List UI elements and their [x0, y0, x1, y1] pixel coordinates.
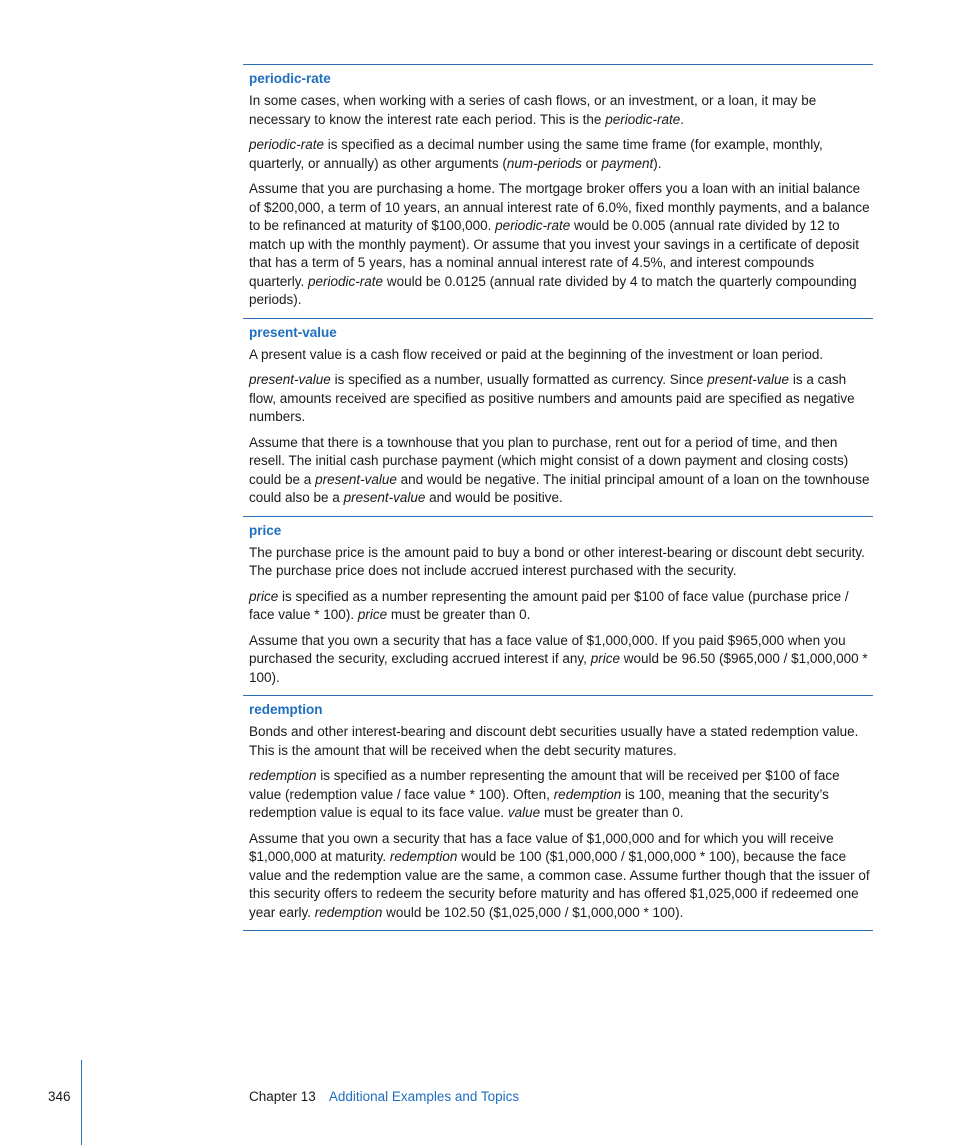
text-run: Bonds and other interest-bearing and discount debt securities usually have a stated redemption value. This is the amount that will be received when the debt security matures. [249, 724, 859, 758]
text-run: must be greater than 0. [387, 607, 531, 622]
argument-term: periodic-rate [249, 137, 325, 152]
argument-term: periodic-rate [308, 273, 384, 289]
text-run: is specified as a number representing the amount paid per $100 of face value (purchase price / face value * 100). [249, 588, 849, 622]
argument-term: redemption [553, 786, 622, 802]
text-run: would be 0.0125 (annual rate divided by 4 to match the quarterly compounding periods). [249, 273, 857, 307]
text-run: must be greater than 0. [540, 805, 684, 820]
text-run: would be 102.50 ($1,025,000 / $1,000,000 * 100). [382, 904, 684, 920]
section-redemption [243, 695, 873, 931]
chapter-topic-link[interactable]: Additional Examples and Topics [328, 1089, 520, 1104]
paragraph [249, 434, 873, 508]
paragraph [249, 723, 873, 760]
section-price [243, 516, 873, 696]
argument-term: redemption [249, 768, 317, 783]
paragraph [249, 632, 873, 688]
text-run: and would be negative. The initial principal amount of a loan on the townhouse could also be a [249, 471, 870, 505]
footer-divider [81, 1060, 82, 1145]
text-run: In some cases, when working with a series of cash flows, or an investment, or a loan, it may be necessary to know the interest rate each period. This is the [249, 93, 817, 127]
argument-term: periodic-rate [605, 111, 681, 127]
text-run: is specified as a number, usually formatted as currency. Since [330, 372, 708, 387]
text-run: or [581, 155, 602, 171]
chapter-label: Chapter 13 [249, 1089, 316, 1104]
text-run: Assume that there is a townhouse that you plan to purchase, rent out for a period of time, and then resell. The initial cash purchase payment (which might consist of a down payment and closing costs) could be a [249, 434, 849, 487]
argument-term: present-value [343, 490, 426, 505]
text-run: Assume that you own a security that has a face value of $1,000,000 and for which you will receive $1,000,000 at maturity. [249, 830, 834, 864]
argument-term: value [507, 805, 541, 820]
running-footer [249, 1089, 519, 1104]
text-run: is specified as a decimal number using the same time frame (for example, monthly, quarterly, or annually) as other arguments ( [249, 137, 823, 171]
argument-term: price [249, 588, 279, 604]
section-periodic-rate [243, 64, 873, 318]
argument-term: price [357, 607, 388, 622]
term-heading: present-value [249, 324, 337, 340]
argument-term: redemption [314, 904, 383, 920]
document-body [243, 64, 873, 931]
argument-term: redemption [389, 849, 458, 864]
page-number: 346 [48, 1089, 71, 1104]
paragraph [249, 767, 873, 823]
paragraph [249, 346, 873, 365]
paragraph [249, 180, 873, 310]
text-run: is a cash flow, amounts received are specified as positive numbers and amounts paid are specified as negative numbers. [249, 372, 855, 424]
argument-term: price [590, 651, 620, 666]
term-heading: periodic-rate [249, 71, 331, 86]
text-run: A present value is a cash flow received or paid at the beginning of the investment or loan period. [249, 346, 824, 362]
term-heading: price [249, 522, 282, 538]
text-run: Assume that you are purchasing a home. The mortgage broker offers you a loan with an initial balance of $200,000, a term of 10 years, an annual interest rate of 6.0%, fixed monthly payments, and a balance to be refinanced at maturity of $100,000. [249, 181, 870, 233]
paragraph [249, 544, 873, 581]
paragraph [249, 136, 873, 173]
term-heading: redemption [249, 702, 323, 717]
text-run: is 100, meaning that the security’s redemption value is equal to its face value. [249, 786, 829, 820]
text-run: is specified as a number representing the amount that will be received per $100 of face value (redemption value / face value * 100). Often, [249, 768, 840, 802]
text-run: would be 96.50 ($965,000 / $1,000,000 * 100). [249, 651, 868, 685]
paragraph [249, 92, 873, 129]
argument-term: num-periods [506, 155, 582, 171]
section-present-value [243, 318, 873, 516]
argument-term: present-value [315, 471, 397, 487]
text-run: would be 100 ($1,000,000 / $1,000,000 * 100), because the face value and the redemption value are the same, a common case. Assume further though that the issuer of this security offers to redeem the security before maturity and has offered $1,025,000 if redeemed one year early. [249, 849, 870, 920]
text-run: and would be positive. [425, 490, 563, 505]
text-run: . [680, 111, 685, 127]
text-run: The purchase price is the amount paid to buy a bond or other interest-bearing or discount debt security. The purchase price does not include accrued interest purchased with the security. [249, 544, 865, 578]
text-run: ). [653, 155, 662, 171]
paragraph [249, 588, 873, 625]
text-run: Assume that you own a security that has a face value of $1,000,000. If you paid $965,000 when you purchased the security, excluding accrued interest if any, [249, 632, 846, 666]
paragraph [249, 371, 873, 427]
argument-term: periodic-rate [495, 218, 571, 233]
text-run: would be 0.005 (annual rate divided by 12 to match up with the monthly payment). Or assume that you invest your savings in a certificate of deposit that has a term of 5 years, has a nominal annual interest rate of 4.5%, and interest compounds quarterly. [249, 218, 860, 289]
paragraph [249, 830, 873, 923]
argument-term: payment [601, 155, 654, 171]
argument-term: present-value [707, 372, 790, 387]
argument-term: present-value [249, 372, 331, 387]
